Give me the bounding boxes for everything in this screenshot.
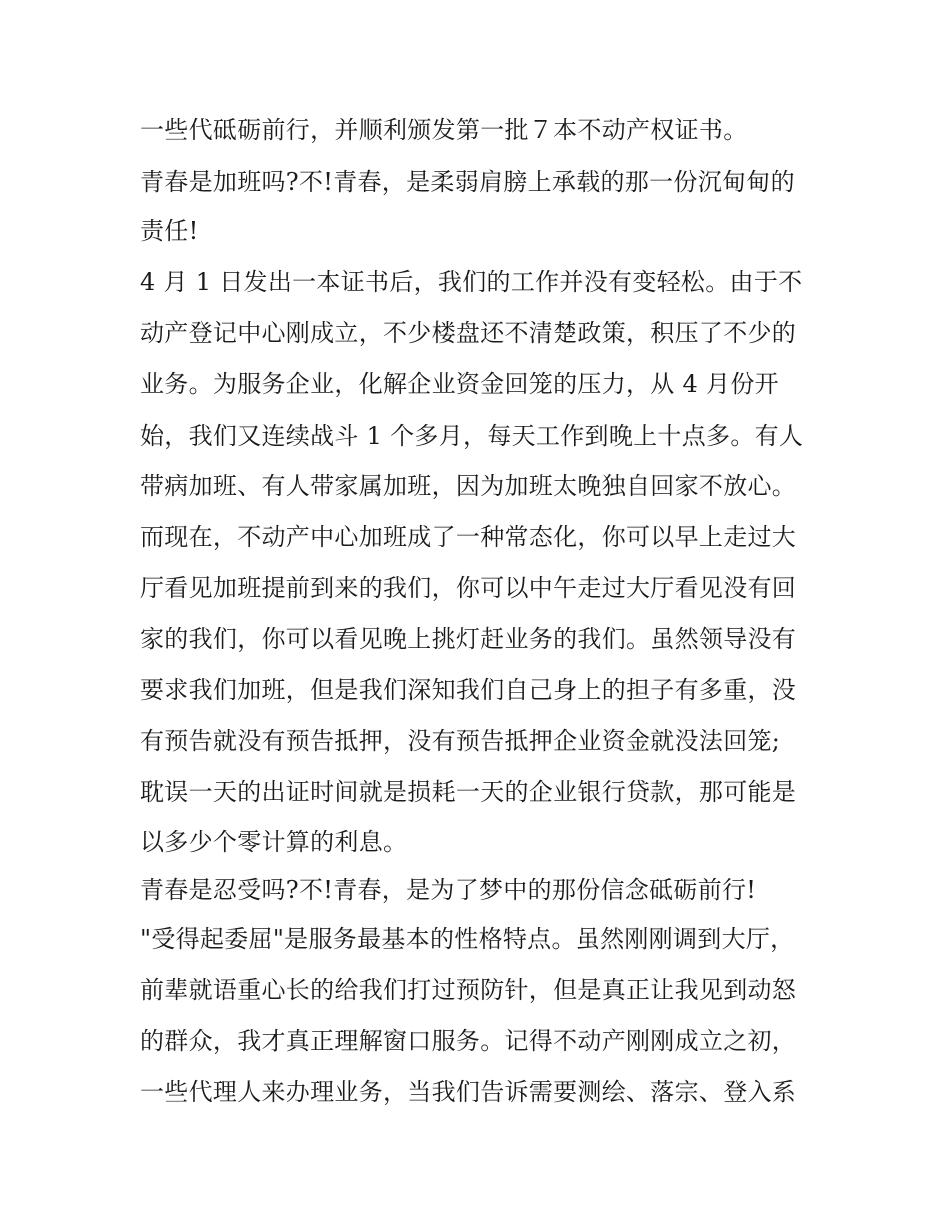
text-line: 青春是加班吗?不!青春，是柔弱肩膀上承载的那一份沉甸甸的 (140, 168, 795, 196)
text-line: 以多少个零计算的利息。 (140, 828, 408, 856)
text-line: 厅看见加班提前到来的我们，你可以中午走过大厅看见没有回 (140, 574, 797, 602)
text-line: 要求我们加班，但是我们深知我们自己身上的担子有多重，没 (140, 676, 797, 704)
text-line: 带病加班、有人带家属加班，因为加班太晚独自回家不放心。 (140, 472, 797, 500)
text-line: 责任! (140, 217, 199, 245)
text-line: 动产登记中心刚成立，不少楼盘还不清楚政策，积压了不少的 (140, 319, 797, 347)
text-line: 始，我们又连续战斗 1 个多月，每天工作到晚上十点多。有人 (140, 422, 804, 450)
text-line: "受得起委屈"是服务最基本的性格特点。虽然刚刚调到大厅， (140, 925, 795, 953)
text-line: 业务。为服务企业，化解企业资金回笼的压力，从 4 月份开 (140, 370, 779, 398)
text-line: 耽误一天的出证时间就是损耗一天的企业银行贷款，那可能是 (140, 778, 797, 806)
text-line: 一些代砥砺前行，并顺利颁发第一批７本不动产权证书。 (140, 116, 748, 144)
text-line: 前辈就语重心长的给我们打过预防针，但是真正让我见到动怒 (140, 976, 797, 1004)
text-line: 青春是忍受吗?不!青春，是为了梦中的那份信念砥砺前行! (140, 876, 757, 904)
text-line: 4 月 1 日发出一本证书后，我们的工作并没有变轻松。由于不 (140, 268, 803, 296)
text-line: 一些代理人来办理业务，当我们告诉需要测绘、落宗、登入系 (140, 1078, 797, 1106)
text-line: 有预告就没有预告抵押，没有预告抵押企业资金就没法回笼; (140, 727, 781, 755)
text-line: 家的我们，你可以看见晚上挑灯赶业务的我们。虽然领导没有 (140, 625, 797, 653)
text-line: 而现在，不动产中心加班成了一种常态化，你可以早上走过大 (140, 523, 797, 551)
text-line: 的群众，我才真正理解窗口服务。记得不动产刚刚成立之初， (140, 1027, 797, 1055)
